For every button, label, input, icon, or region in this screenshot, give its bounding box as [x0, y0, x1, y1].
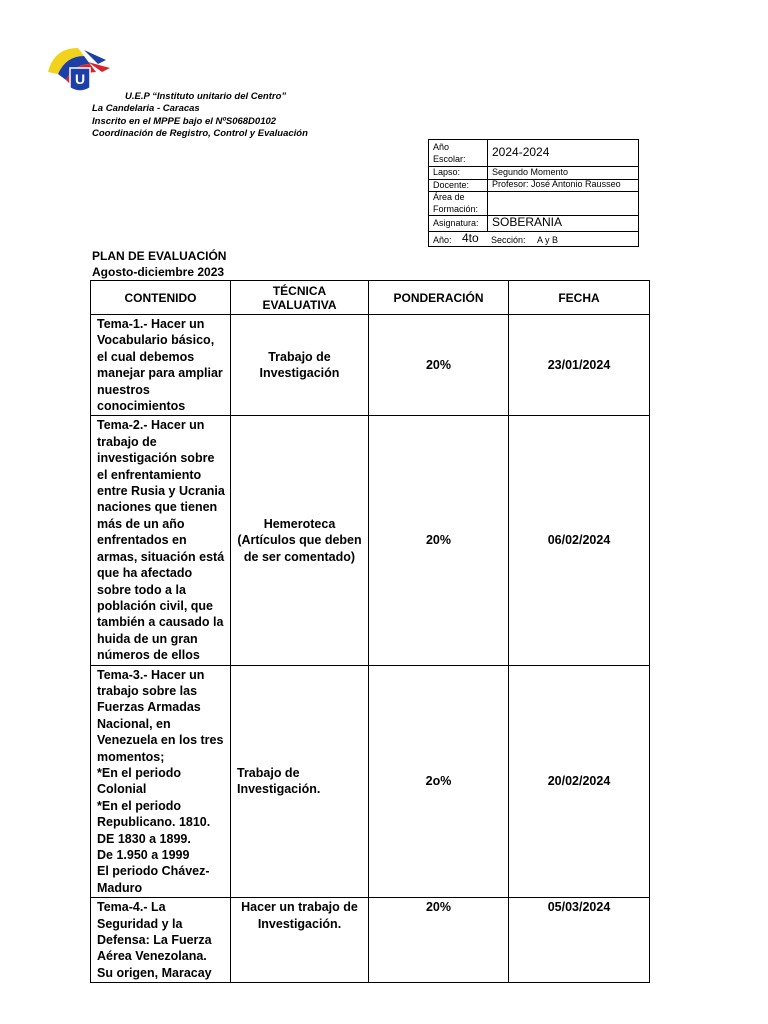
- lapso-value: Segundo Momento: [487, 166, 638, 179]
- evaluation-table: [90, 280, 650, 983]
- row-tecnica: Trabajo de Investigación.: [231, 665, 369, 898]
- row-fecha: 20/02/2024: [509, 665, 650, 898]
- area-value: [487, 191, 638, 215]
- info-row-asignatura: [429, 215, 638, 232]
- school-name: U.E.P “Instituto unitario del Centro”: [125, 91, 287, 102]
- header-fecha: FECHA: [509, 281, 650, 315]
- anio-escolar-label: Año Escolar:: [433, 142, 466, 164]
- row-fecha: 05/03/2024: [509, 898, 650, 983]
- table-row: [91, 898, 650, 983]
- header-ponderacion: PONDERACIÓN: [369, 281, 509, 315]
- docente-value: Profesor: José Antonio Rausseo: [487, 179, 638, 191]
- row-ponderacion: 20%: [369, 898, 509, 983]
- info-row-anio-seccion: [429, 231, 638, 247]
- info-row-lapso: [429, 166, 638, 180]
- school-header: [92, 91, 308, 140]
- area-label: Área de Formación:: [433, 192, 479, 214]
- anio-escolar-value: 2024-2024: [487, 140, 638, 166]
- info-row-anio-escolar: [429, 140, 638, 167]
- plan-title: PLAN DE EVALUACIÓN: [92, 249, 227, 263]
- table-row: [91, 315, 650, 416]
- row-tecnica: Hacer un trabajo de Investigación.: [231, 898, 369, 983]
- row-ponderacion: 20%: [369, 416, 509, 665]
- asignatura-value: SOBERANIA: [487, 215, 638, 231]
- asignatura-label: Asignatura:: [433, 218, 479, 228]
- table-row: [91, 416, 650, 665]
- header-contenido: CONTENIDO: [91, 281, 231, 315]
- plan-period: Agosto-diciembre 2023: [92, 264, 225, 279]
- row-contenido: Tema-4.- La Seguridad y la Defensa: La Fuerza Aérea Venezolana. Su origen, Maracay: [91, 898, 231, 983]
- lapso-label: Lapso:: [433, 167, 461, 177]
- plan-heading: [92, 249, 226, 280]
- row-contenido: Tema-2.- Hacer un trabajo de investigación sobre el enfrentamiento entre Rusia y Ucrania naciones que tienen más de un año enfrentados en armas, situación está que ha afectado sobre todo a la población civil, que también a causado la huida de un gran números de ellos: [91, 416, 231, 665]
- svg-text:U: U: [74, 71, 86, 87]
- row-fecha: 23/01/2024: [509, 315, 650, 416]
- anio-label: Año:: [433, 235, 452, 245]
- school-registration: Inscrito en el MPPE bajo el NºS068D0102: [92, 115, 277, 127]
- row-ponderacion: 2o%: [369, 665, 509, 898]
- row-fecha: 06/02/2024: [509, 416, 650, 665]
- school-location: La Candelaria - Caracas: [92, 103, 200, 115]
- info-row-area: [429, 191, 638, 216]
- row-tecnica: Trabajo de Investigación: [231, 315, 369, 416]
- course-info-box: [428, 139, 639, 247]
- table-row: [91, 665, 650, 898]
- docente-label: Docente:: [433, 180, 470, 190]
- row-contenido: Tema-1.- Hacer un Vocabulario básico, el cual debemos manejar para ampliar nuestros conocimientos: [91, 315, 231, 416]
- seccion-value: A y B: [537, 235, 559, 245]
- header-tecnica: TÉCNICA EVALUATIVA: [231, 281, 369, 315]
- anio-value: 4to: [462, 231, 479, 245]
- table-header-row: [91, 281, 650, 315]
- school-office: Coordinación de Registro, Control y Evaluación: [92, 127, 308, 139]
- row-contenido: Tema-3.- Hacer un trabajo sobre las Fuerzas Armadas Nacional, en Venezuela en los tres momentos; *En el periodo Colonial *En el periodo Republicano. 1810. DE 1830 a 1899. De 1.950 a 1999 El periodo Chávez-Maduro: [91, 665, 231, 898]
- seccion-label: Sección:: [491, 235, 526, 245]
- row-ponderacion: 20%: [369, 315, 509, 416]
- row-tecnica: Hemeroteca (Artículos que deben de ser comentado): [231, 416, 369, 665]
